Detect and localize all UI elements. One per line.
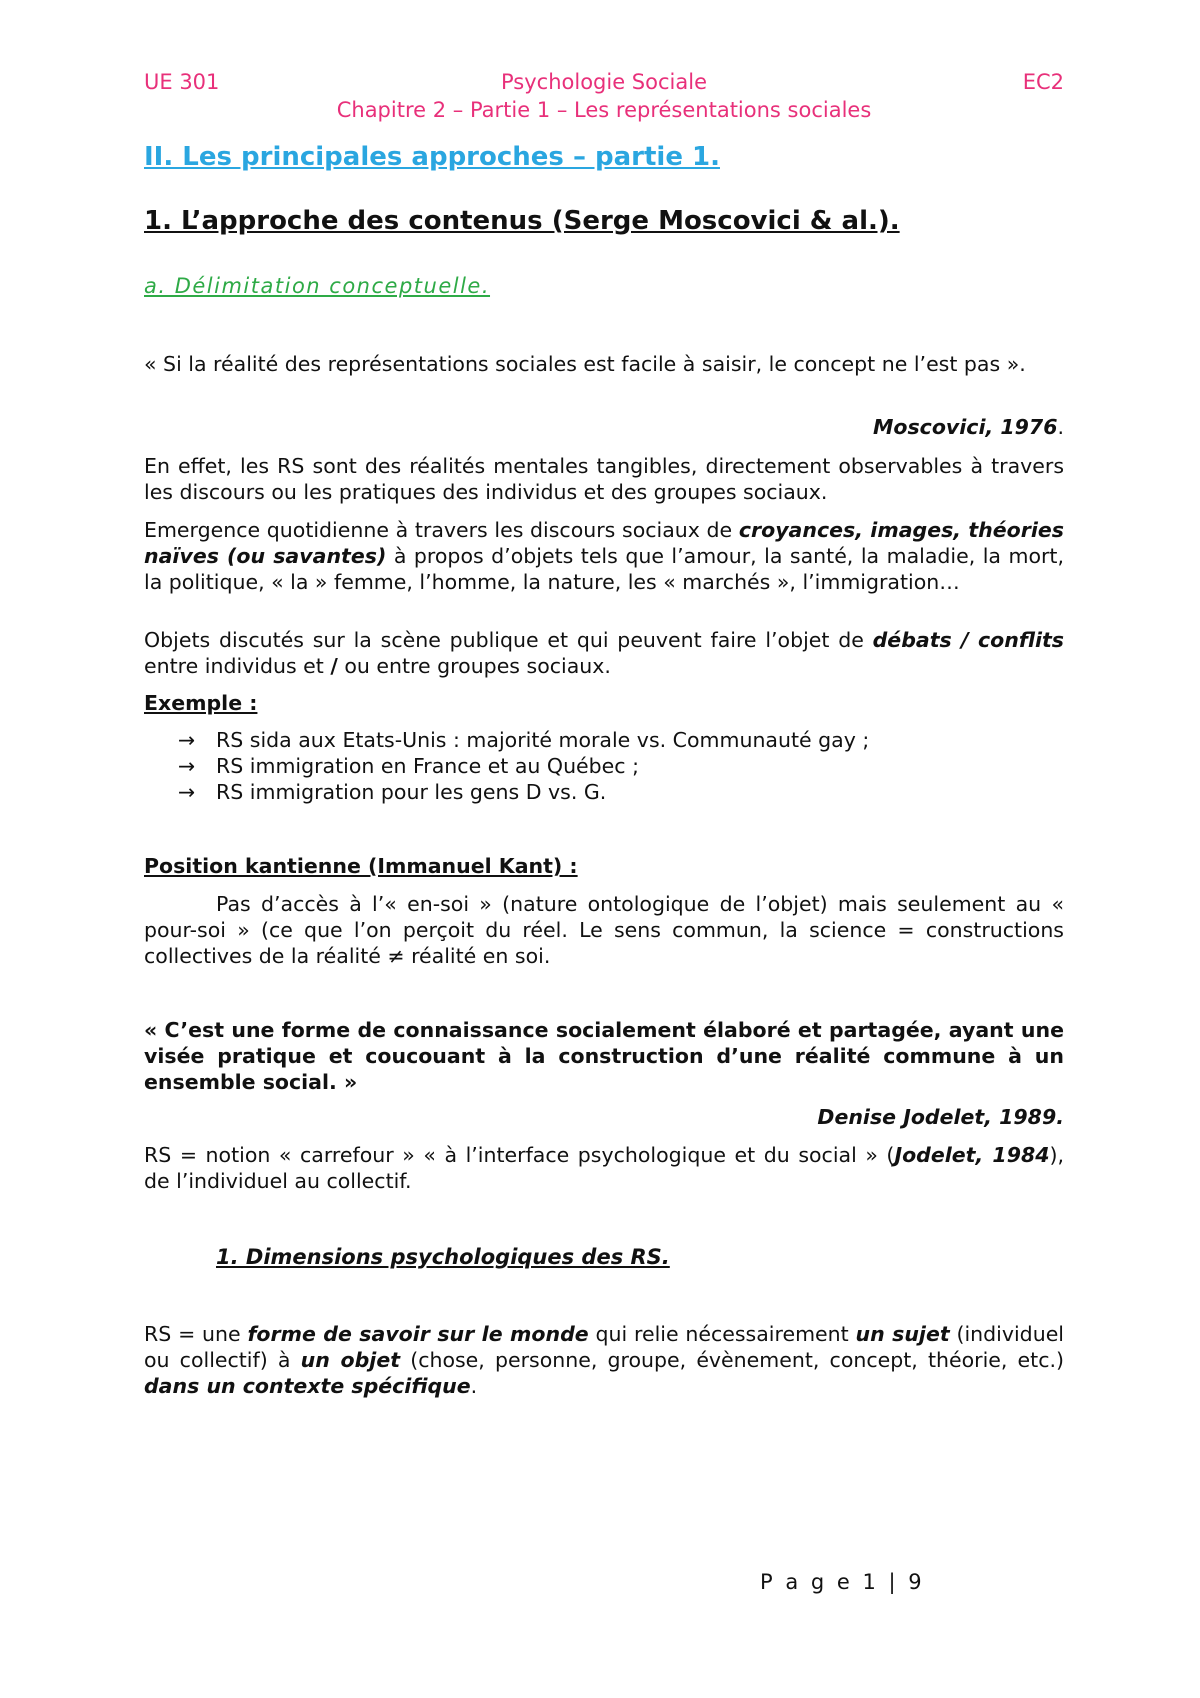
arrow-icon: → bbox=[178, 754, 196, 778]
header-chapter: Chapitre 2 – Partie 1 – Les représentations sociales bbox=[336, 98, 872, 122]
header-ec: EC2 bbox=[1022, 70, 1064, 94]
quote-moscovici-author bbox=[144, 414, 1064, 440]
paragraph-emergence bbox=[144, 517, 1064, 595]
dimensions-title: 1. Dimensions psychologiques des RS. bbox=[216, 1245, 670, 1269]
text-span: (individuel ou collectif) à bbox=[144, 1322, 1065, 1372]
subsubsection-title: a. Délimitation conceptuelle. bbox=[144, 274, 491, 298]
text-span: Emergence quotidienne à travers les discours sociaux de bbox=[144, 518, 739, 542]
quote-jodelet-author: Denise Jodelet, 1989. bbox=[817, 1105, 1064, 1129]
author-suffix: . bbox=[1057, 415, 1064, 439]
arrow-icon: → bbox=[178, 780, 196, 804]
quote-jodelet: « C’est une forme de connaissance socialement élaboré et partagée, ayant une visée pratique et coucouant à la construction d’une réalité commune à un ensemble social. » bbox=[144, 1018, 1064, 1094]
section-title: II. Les principales approches – partie 1. bbox=[144, 142, 720, 172]
emphasis-span: Jodelet, 1984 bbox=[894, 1143, 1050, 1167]
kant-label: Position kantienne (Immanuel Kant) : bbox=[144, 854, 578, 878]
header-course-code: UE 301 bbox=[144, 70, 220, 94]
list-item bbox=[178, 779, 1058, 805]
text-span: RS = une bbox=[144, 1322, 248, 1346]
page-header bbox=[144, 70, 1064, 98]
subsection-title: 1. L’approche des contenus (Serge Moscovici & al.). bbox=[144, 206, 900, 236]
emphasis-span: dans un contexte spécifique bbox=[144, 1374, 471, 1398]
arrow-icon: → bbox=[178, 728, 196, 752]
text-span: entre individus et bbox=[144, 654, 331, 678]
list-item bbox=[178, 753, 1058, 779]
author-name: Moscovici, 1976 bbox=[872, 415, 1058, 439]
paragraph-carrefour bbox=[144, 1142, 1064, 1194]
example-list bbox=[178, 727, 1058, 805]
paragraph-kant: Pas d’accès à l’« en-soi » (nature ontologique de l’objet) mais seulement au « pour-soi » (ce que l’on perçoit du réel. Le sens commun, la science = constructions collectives de la réalité ≠ réalité en soi. bbox=[144, 892, 1064, 968]
list-item-text: RS immigration en France et au Québec ; bbox=[216, 754, 639, 778]
quote-moscovici: « Si la réalité des représentations sociales est facile à saisir, le concept ne l’est pas ». bbox=[144, 352, 1026, 376]
text-span: Objets discutés sur la scène publique et qui peuvent faire l’objet de bbox=[144, 628, 873, 652]
list-item-text: RS sida aux Etats-Unis : majorité morale vs. Communauté gay ; bbox=[216, 728, 870, 752]
paragraph-rs-tangibles: En effet, les RS sont des réalités mentales tangibles, directement observables à travers les discours ou les pratiques des individus et des groupes sociaux. bbox=[144, 454, 1064, 504]
list-item bbox=[178, 727, 1058, 753]
list-item-text: RS immigration pour les gens D vs. G. bbox=[216, 780, 607, 804]
paragraph-savoir bbox=[144, 1321, 1064, 1399]
emphasis-span: un sujet bbox=[855, 1322, 950, 1346]
text-span: (chose, personne, groupe, évènement, concept, théorie, etc.) bbox=[400, 1348, 1064, 1372]
emphasis-span: débats / conflits bbox=[872, 628, 1064, 652]
text-span: RS = notion « carrefour » « à l’interface psychologique et du social » ( bbox=[144, 1143, 895, 1167]
text-span: à propos d’objets tels que l’amour, la santé, la maladie, la mort, la politique, « la » femme, l’homme, la nature, les « marchés », l’immigration… bbox=[144, 544, 1064, 594]
text-span: ou entre groupes sociaux. bbox=[337, 654, 611, 678]
header-course-name: Psychologie Sociale bbox=[501, 70, 707, 94]
page-number: P a g e 1 | 9 bbox=[760, 1570, 925, 1594]
emphasis-span: / bbox=[330, 654, 338, 678]
emphasis-span: croyances, images, théories naïves (ou savantes) bbox=[144, 518, 1065, 568]
example-label: Exemple : bbox=[144, 691, 258, 715]
document-page bbox=[144, 0, 1064, 1698]
text-span: ), de l’individuel au collectif. bbox=[144, 1143, 1064, 1193]
text-span: . bbox=[470, 1374, 478, 1398]
paragraph-objets-discutes bbox=[144, 627, 1064, 679]
emphasis-span: forme de savoir sur le monde bbox=[247, 1322, 589, 1346]
emphasis-span: un objet bbox=[300, 1348, 401, 1372]
text-span: qui relie nécessairement bbox=[588, 1322, 856, 1346]
